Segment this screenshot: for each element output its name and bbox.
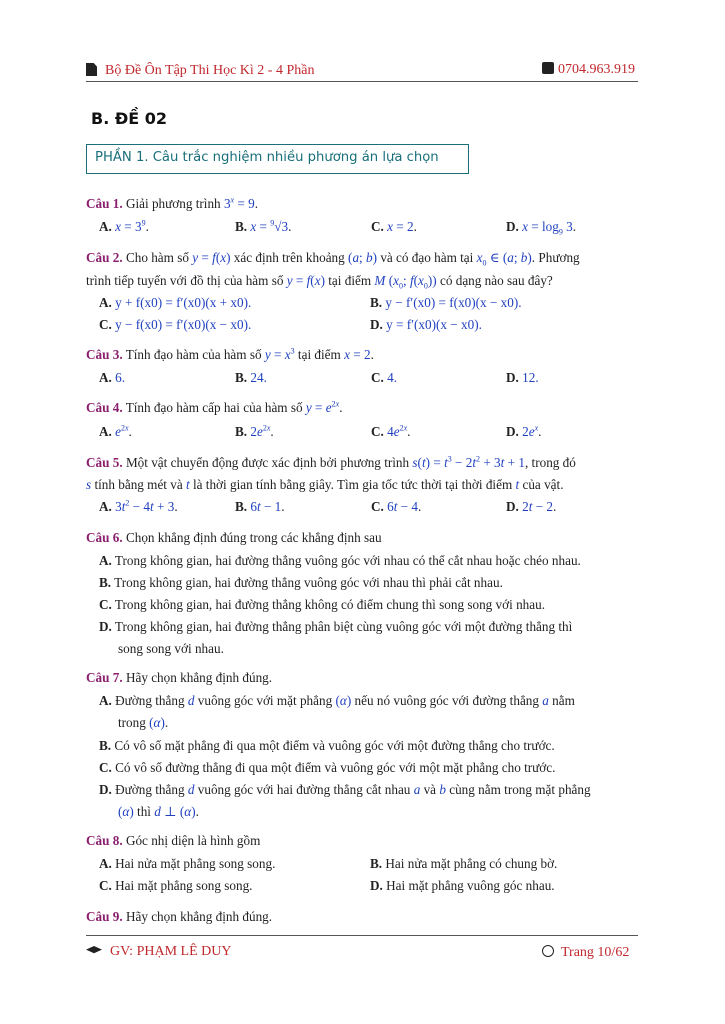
document-icon (86, 63, 97, 76)
q2-stem-1: Câu 2. Cho hàm số y = f(x) xác định trên khoảng (a; b) và có đạo hàm tại $x_0$ ∈ (a; b). Phương (86, 250, 580, 268)
header-phone: 0704.963.919 (542, 61, 635, 78)
footer-teacher: GV: PHẠM LÊ DUY (86, 944, 231, 960)
q4-stem: Câu 4. Tính đạo hàm cấp hai của hàm số $y = e^{2x}$. (86, 399, 343, 415)
q9-stem: Câu 9. Hãy chọn khẳng định đúng. (86, 909, 273, 924)
q3-stem: Câu 3. Tính đạo hàm của hàm số $y = x^3$ tại điểm x = 2. (86, 346, 374, 362)
exam-title: B. ĐỀ 02 (91, 109, 168, 128)
phone-icon (542, 62, 554, 74)
q6-option-d-cont: song song với nhau. (118, 641, 224, 656)
header-title: Bộ Đề Ôn Tập Thi Học Kì 2 - 4 Phần (105, 63, 315, 78)
q6-option-c: C. Trong không gian, hai đường thẳng không có điểm chung thì song song với nhau. (99, 597, 546, 612)
q7-option-a: A. Đường thẳng d vuông góc với mặt phẳng (α) nếu nó vuông góc với đường thẳng a nằm (99, 693, 575, 708)
q1-stem: Câu 1. Giải phương trình $3^x = 9$. (86, 195, 259, 211)
page-header (86, 61, 314, 79)
footer-page: Trang 10/62 (542, 944, 629, 961)
header-rule (86, 81, 638, 82)
q6-stem: Câu 6. Chọn khẳng định đúng trong các khẳng định sau (86, 530, 382, 545)
q2-stem-2: trình tiếp tuyến với đồ thị của hàm số y = f(x) tại điểm M ($x_0$; $f(x_0)$) có dạng nào sau đây? (86, 273, 553, 291)
q7-option-c: C. Có vô số đường thẳng đi qua một điểm và vuông góc với một mặt phẳng cho trước. (99, 760, 556, 775)
footer-rule (86, 935, 638, 936)
q7-option-d-cont: (α) thì d ⊥ (α). (118, 804, 199, 819)
q8-stem: Câu 8. Góc nhị diện là hình gồm (86, 833, 261, 848)
q5-stem-2: s tính bằng mét và t là thời gian tính bằng giây. Tìm gia tốc tức thời tại thời điểm t của vật. (86, 477, 564, 492)
q6-option-d: D. Trong không gian, hai đường thẳng phân biệt cùng vuông góc với một đường thẳng thì (99, 619, 573, 634)
q7-stem: Câu 7. Hãy chọn khẳng định đúng. (86, 670, 273, 685)
clock-icon (542, 945, 554, 957)
graduation-cap-icon (86, 946, 102, 955)
q7-option-d: D. Đường thẳng d vuông góc với hai đường thẳng cắt nhau a và b cùng nằm trong mặt phẳng (99, 782, 591, 797)
q7-option-b: B. Có vô số mặt phẳng đi qua một điểm và vuông góc với một đường thẳng cho trước. (99, 738, 555, 753)
q5-stem-1: Câu 5. Một vật chuyển động được xác định bởi phương trình $s(t) = t^3 - 2t^2 + 3t + 1$, trong đó (86, 454, 576, 470)
q6-option-b: B. Trong không gian, hai đường thẳng vuông góc với nhau thì phải cắt nhau. (99, 575, 503, 590)
q6-option-a: A. Trong không gian, hai đường thẳng vuông góc với nhau có thể cắt nhau hoặc chéo nhau. (99, 553, 581, 568)
section-title: PHẦN 1. Câu trắc nghiệm nhiều phương án lựa chọn (95, 150, 439, 165)
q7-option-a-cont: trong (α). (118, 715, 169, 730)
